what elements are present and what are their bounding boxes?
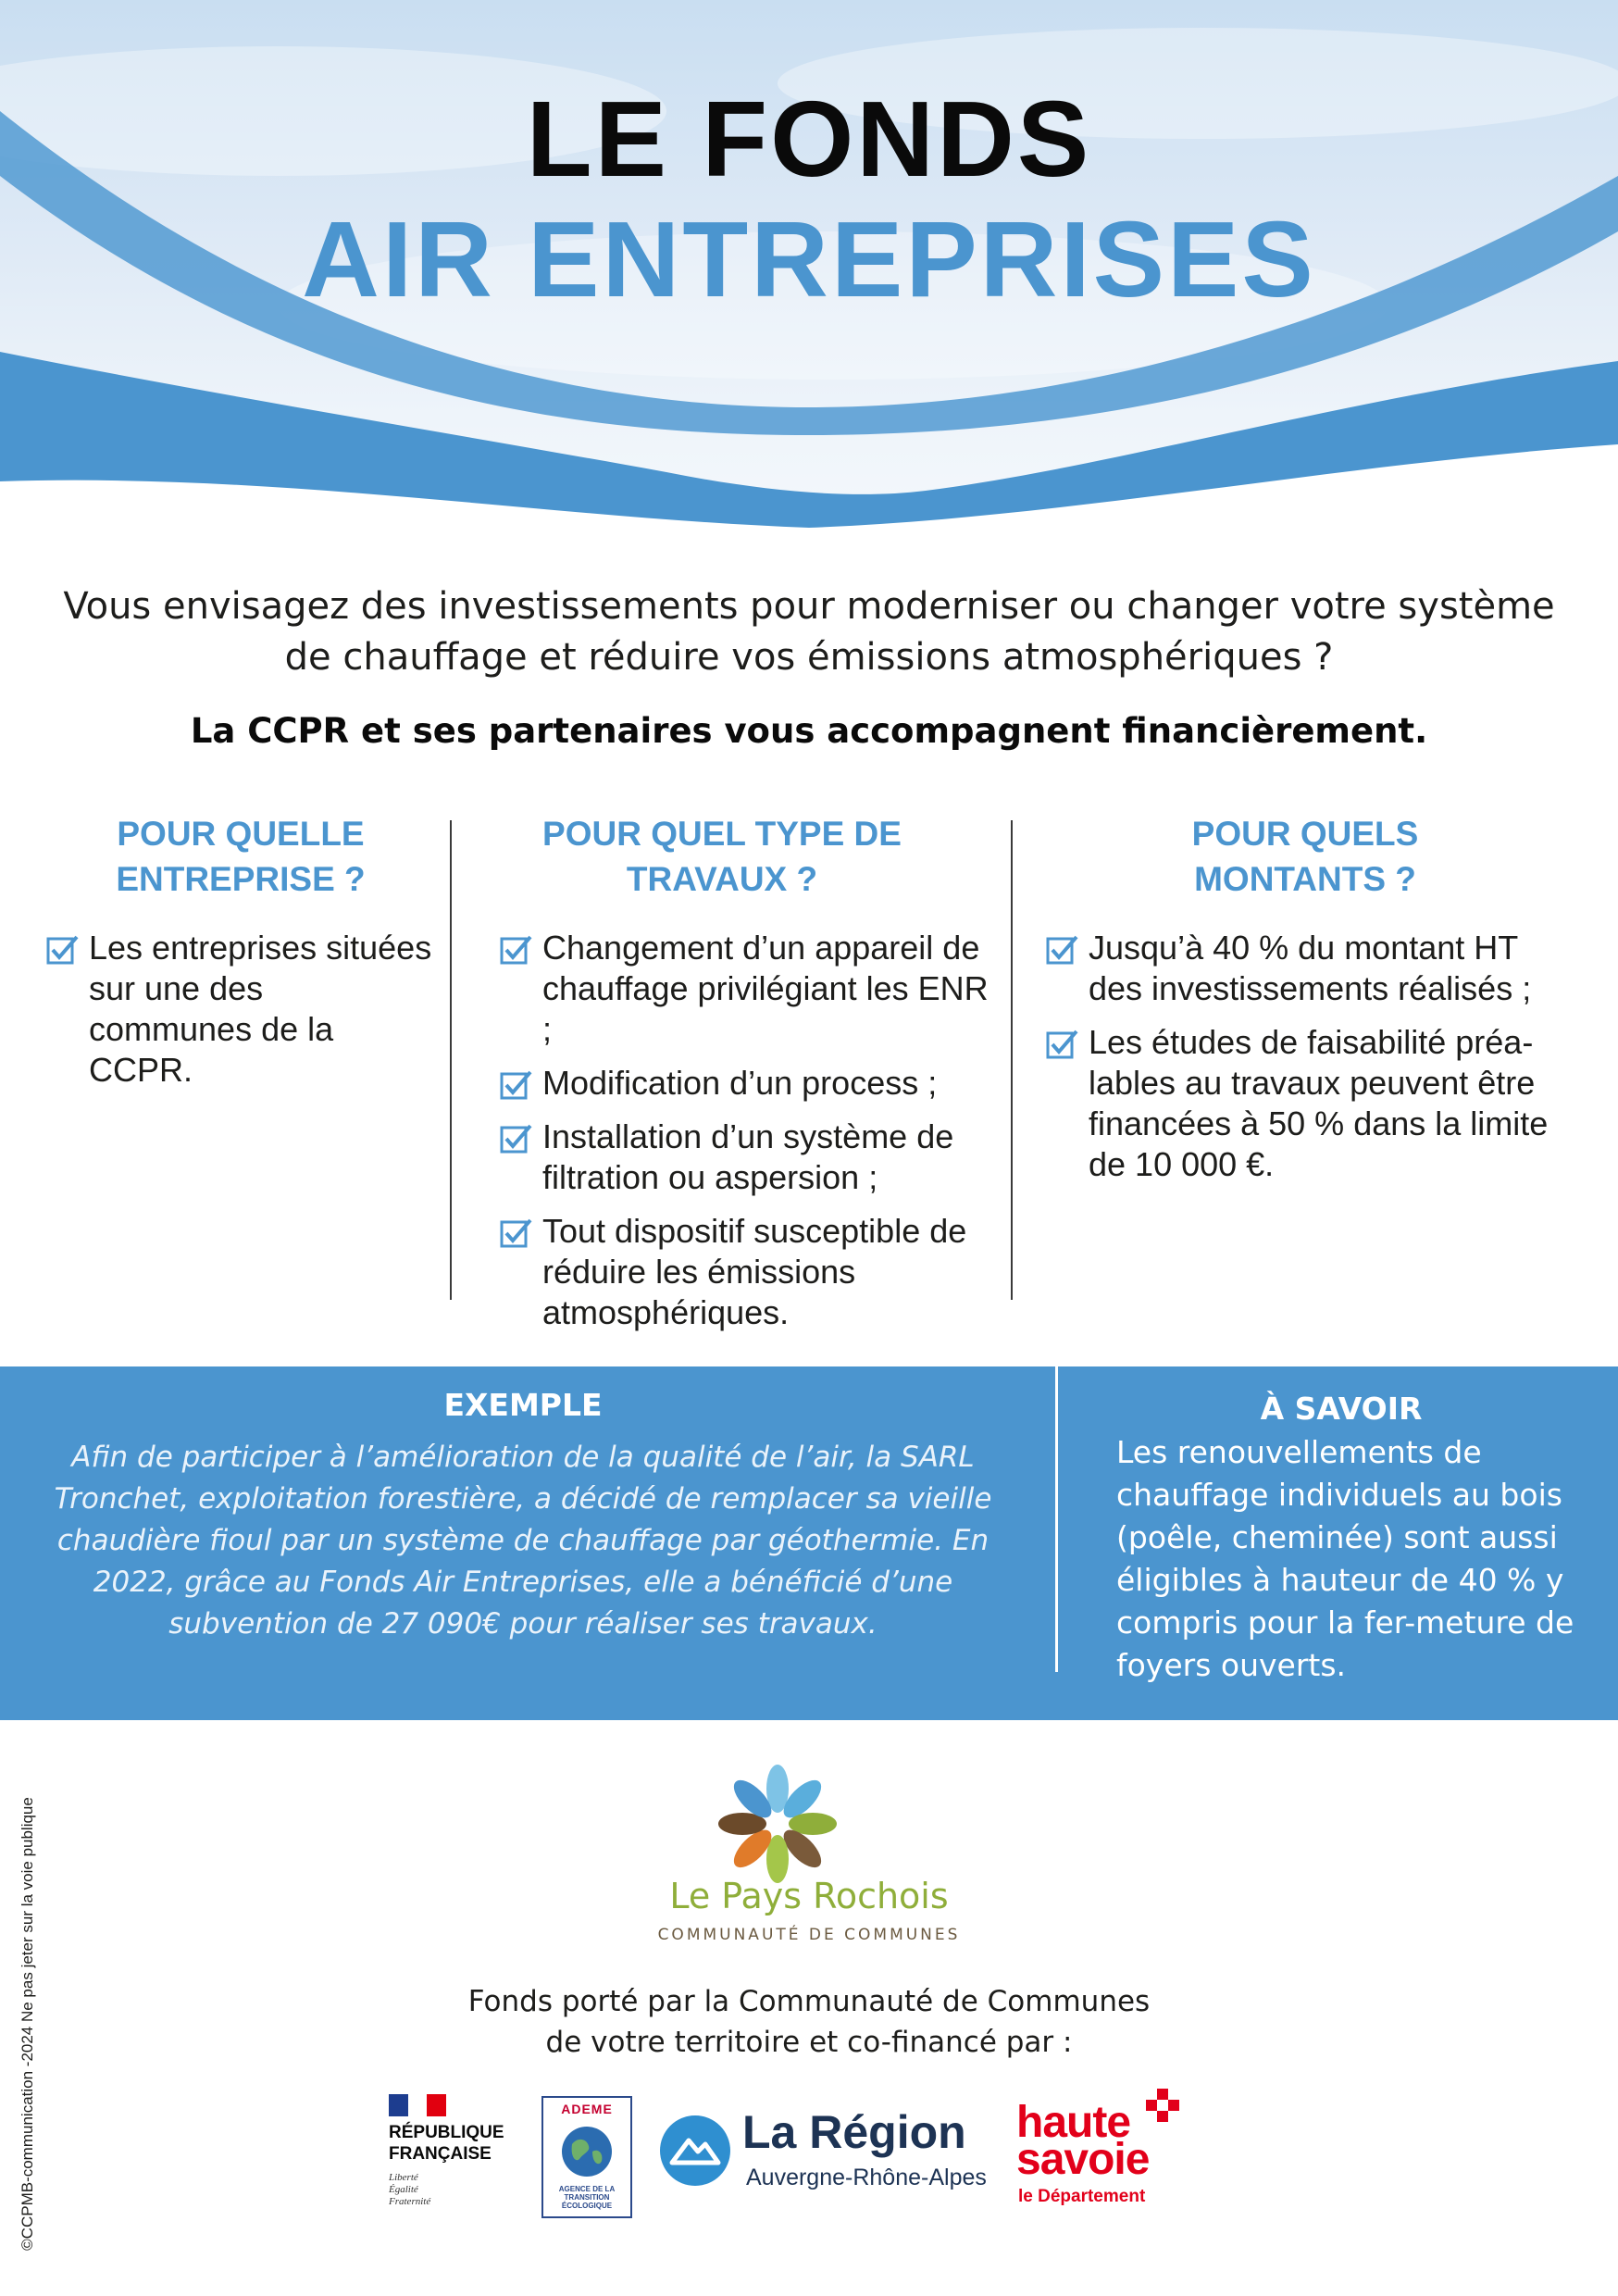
column-heading: POUR QUELS MONTANTS ? <box>1191 815 1419 898</box>
french-flag-icon <box>389 2094 446 2116</box>
note-text: Les renouvellements de chauffage individuels au bois (poêle, cheminée) sont aussi éligibles à hauteur de 40 % y compris pour la fer-meture de foyers ouverts. <box>1116 1434 1574 1683</box>
haute-savoie-line1: haute <box>1016 2098 1131 2147</box>
republique-motto: Liberté Égalité Fraternité <box>389 2172 431 2207</box>
funding-line2: de votre territoire et co-financé par : <box>545 2026 1073 2059</box>
republique-francaise-logo <box>389 2094 528 2215</box>
list-item-text: Modification d’un process ; <box>542 1064 938 1102</box>
haute-savoie-line3: le Département <box>1018 2187 1146 2206</box>
list-item <box>1046 1022 1564 1185</box>
checkbox-checked-icon <box>1046 1028 1079 1061</box>
checkbox-checked-icon <box>1046 933 1079 967</box>
list-item-text: Tout dispositif susceptible de réduire les émissions atmosphériques. <box>542 1212 967 1331</box>
example-text: Afin de participer à l’amélioration de la qualité de l’air, la SARL Tronchet, exploitation forestière, a décidé de remplacer sa vieille chaudière fioul par un système de chauffage par géothermie. En 2022, grâce au Fonds Air Entreprises, elle a bénéficié d’une subvention de 27 090€ pour réaliser ses travaux. <box>54 1441 992 1641</box>
column-entreprise <box>46 811 435 1104</box>
cross-icon <box>1146 2089 1179 2122</box>
list-item-text: Changement d’un appareil de chauffage privilégiant les ENR ; <box>542 929 989 1048</box>
column-heading: POUR QUELLE ENTREPRISE ? <box>116 815 366 898</box>
column-divider <box>450 820 452 1300</box>
checkbox-checked-icon <box>500 1217 533 1250</box>
column-heading: POUR QUEL TYPE DE TRAVAUX ? <box>542 815 902 898</box>
list-item-text: Les études de faisabilité préa-lables au travaux peuvent être financées à 50 % dans la limite de 10 000 €. <box>1089 1023 1549 1183</box>
haute-savoie-line2: savoie <box>1016 2135 1150 2184</box>
checkbox-checked-icon <box>500 1068 533 1102</box>
side-credit-text: ©CCPMB-communication -2024 Ne pas jeter sur la voie publique <box>19 1797 36 2251</box>
republique-name: RÉPUBLIQUE FRANÇAISE <box>389 2123 504 2164</box>
list-item <box>500 1211 1000 1333</box>
page-title-line1: LE FONDS <box>526 79 1092 199</box>
checkbox-checked-icon <box>500 933 533 967</box>
ademe-name: ADEME <box>561 2102 613 2116</box>
checkbox-checked-icon <box>46 933 80 967</box>
column-montants <box>1046 811 1564 1198</box>
list-item <box>500 928 1000 1050</box>
note-title: À SAVOIR <box>1260 1391 1423 1427</box>
ccpr-subtitle: COMMUNAUTÉ DE COMMUNES <box>657 1926 961 1944</box>
list-item <box>1046 928 1564 1009</box>
region-mountain-icon <box>659 2115 731 2187</box>
ademe-logo <box>541 2096 632 2218</box>
checkbox-checked-icon <box>500 1122 533 1155</box>
region-subtitle: Auvergne-Rhône-Alpes <box>746 2165 987 2190</box>
band-divider <box>1055 1366 1058 1672</box>
list-item <box>500 1063 1000 1104</box>
funding-text <box>0 1981 1618 2063</box>
example-title: EXEMPLE <box>443 1387 603 1423</box>
page-title-line2: AIR ENTREPRISES <box>302 199 1316 319</box>
haute-savoie-logo <box>1016 2089 1183 2218</box>
column-divider <box>1011 820 1013 1300</box>
list-item-text: Installation d’un système de filtration ou aspersion ; <box>542 1117 954 1196</box>
region-name: La Région <box>742 2106 966 2158</box>
column-travaux <box>500 811 1000 1346</box>
intro-question: Vous envisagez des investissements pour moderniser ou changer votre système de chauffage et réduire vos émissions atmosphériques ? <box>63 585 1555 679</box>
intro-statement: La CCPR et ses partenaires vous accompagnent financièrement. <box>190 711 1428 751</box>
ccpr-name: Le Pays Rochois <box>669 1876 949 1916</box>
globe-icon <box>559 2124 615 2179</box>
list-item-text: Jusqu’à 40 % du montant HT des investissements réalisés ; <box>1089 929 1532 1007</box>
ademe-subtitle: AGENCE DE LA TRANSITION ÉCOLOGIQUE <box>558 2185 616 2210</box>
list-item <box>46 928 435 1091</box>
list-item <box>500 1117 1000 1198</box>
list-item-text: Les entreprises situées sur une des communes de la CCPR. <box>89 929 432 1089</box>
funding-line1: Fonds porté par la Communauté de Communes <box>467 1985 1151 2018</box>
flower-logo-icon <box>708 1759 847 1889</box>
